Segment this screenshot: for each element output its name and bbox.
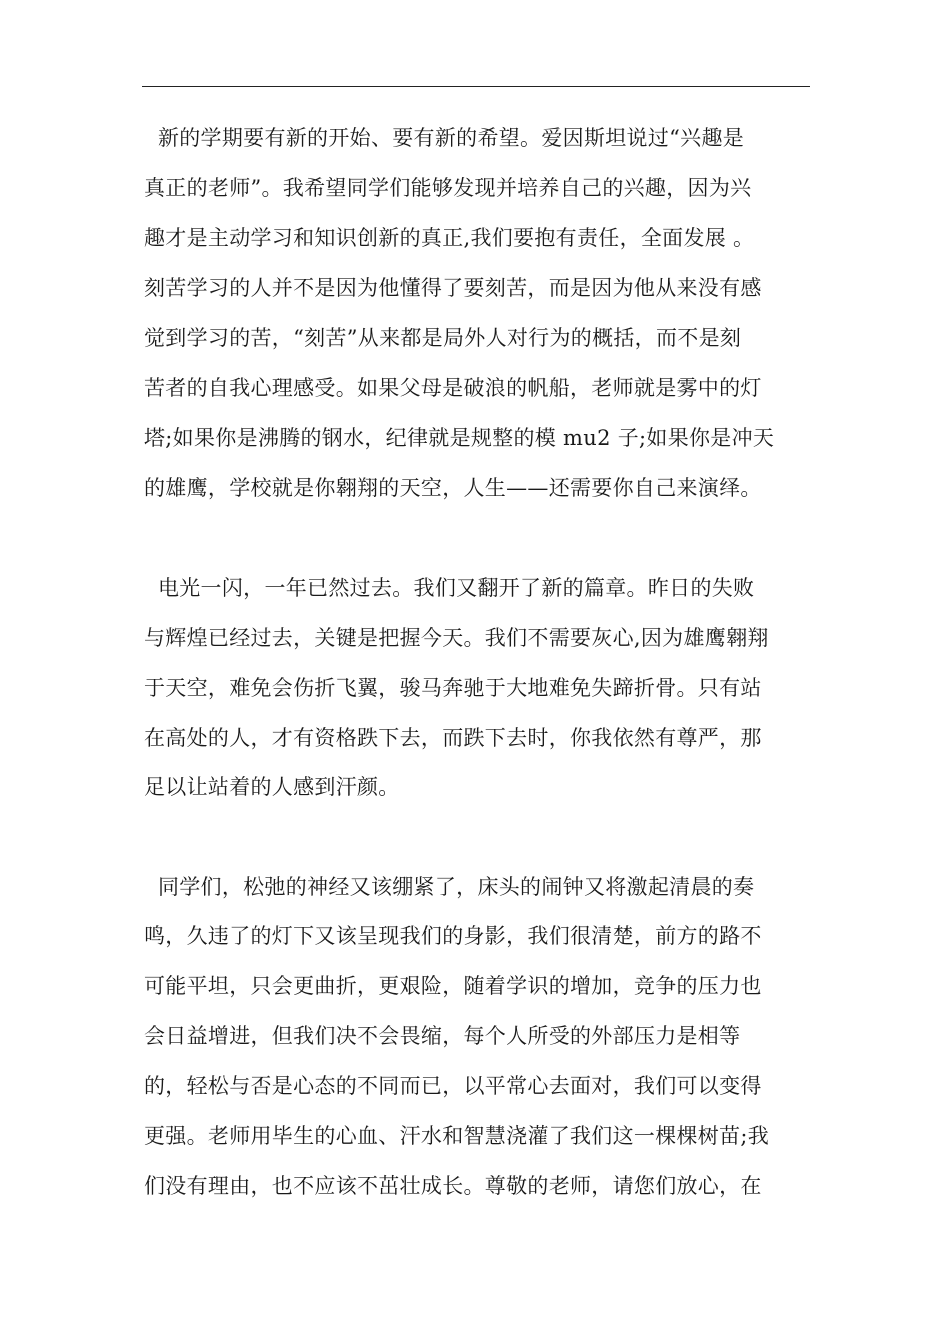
paragraph-2-line-3: 于天空，难免会伤折飞翼，骏马奔驰于大地难免失蹄折骨。只有站 — [144, 676, 762, 700]
paragraph-1-line-8: 的雄鹰，学校就是你翱翔的天空，人生——还需要你自己来演绎。 — [144, 476, 762, 500]
paragraph-3-line-3: 可能平坦，只会更曲折，更艰险，随着学识的增加，竞争的压力也 — [144, 974, 762, 998]
paragraph-1-line-4: 刻苦学习的人并不是因为他懂得了要刻苦，而是因为他从来没有感 — [144, 276, 762, 300]
paragraph-1-line-3: 趣才是主动学习和知识创新的真正,我们要抱有责任，全面发展 。 — [144, 226, 755, 250]
paragraph-3-line-4: 会日益增进，但我们决不会畏缩，每个人所受的外部压力是相等 — [144, 1024, 741, 1048]
paragraph-1-line-1: 新的学期要有新的开始、要有新的希望。爱因斯坦说过“兴趣是 — [144, 126, 745, 150]
paragraph-1-line-2: 真正的老师”。我希望同学们能够发现并培养自己的兴趣，因为兴 — [144, 176, 752, 200]
header-rule — [142, 86, 810, 87]
paragraph-2-line-5: 足以让站着的人感到汗颜。 — [144, 775, 400, 799]
paragraph-3-line-6: 更强。老师用毕生的心血、汗水和智慧浇灌了我们这一棵棵树苗;我 — [144, 1124, 770, 1148]
paragraph-2-line-4: 在高处的人，才有资格跌下去，而跌下去时，你我依然有尊严，那 — [144, 726, 762, 750]
paragraph-2-line-2: 与辉煌已经过去，关键是把握今天。我们不需要灰心,因为雄鹰翱翔 — [144, 626, 769, 650]
paragraph-3-line-7: 们没有理由，也不应该不茁壮成长。尊敬的老师，请您们放心，在 — [144, 1174, 762, 1198]
paragraph-3-line-2: 鸣，久违了的灯下又该呈现我们的身影，我们很清楚，前方的路不 — [144, 924, 762, 948]
paragraph-2-line-1: 电光一闪，一年已然过去。我们又翻开了新的篇章。昨日的失败 — [144, 576, 755, 600]
paragraph-3-line-1: 同学们，松弛的神经又该绷紧了，床头的闹钟又将激起清晨的奏 — [144, 875, 755, 899]
paragraph-1-line-7: 塔;如果你是沸腾的钢水，纪律就是规整的模 mu2 子;如果你是冲天 — [144, 426, 775, 450]
paragraph-3-line-5: 的，轻松与否是心态的不同而已，以平常心去面对，我们可以变得 — [144, 1074, 762, 1098]
paragraph-1-line-5: 觉到学习的苦，“刻苦”从来都是局外人对行为的概括，而不是刻 — [144, 326, 742, 350]
paragraph-1-line-6: 苦者的自我心理感受。如果父母是破浪的帆船，老师就是雾中的灯 — [144, 376, 762, 400]
